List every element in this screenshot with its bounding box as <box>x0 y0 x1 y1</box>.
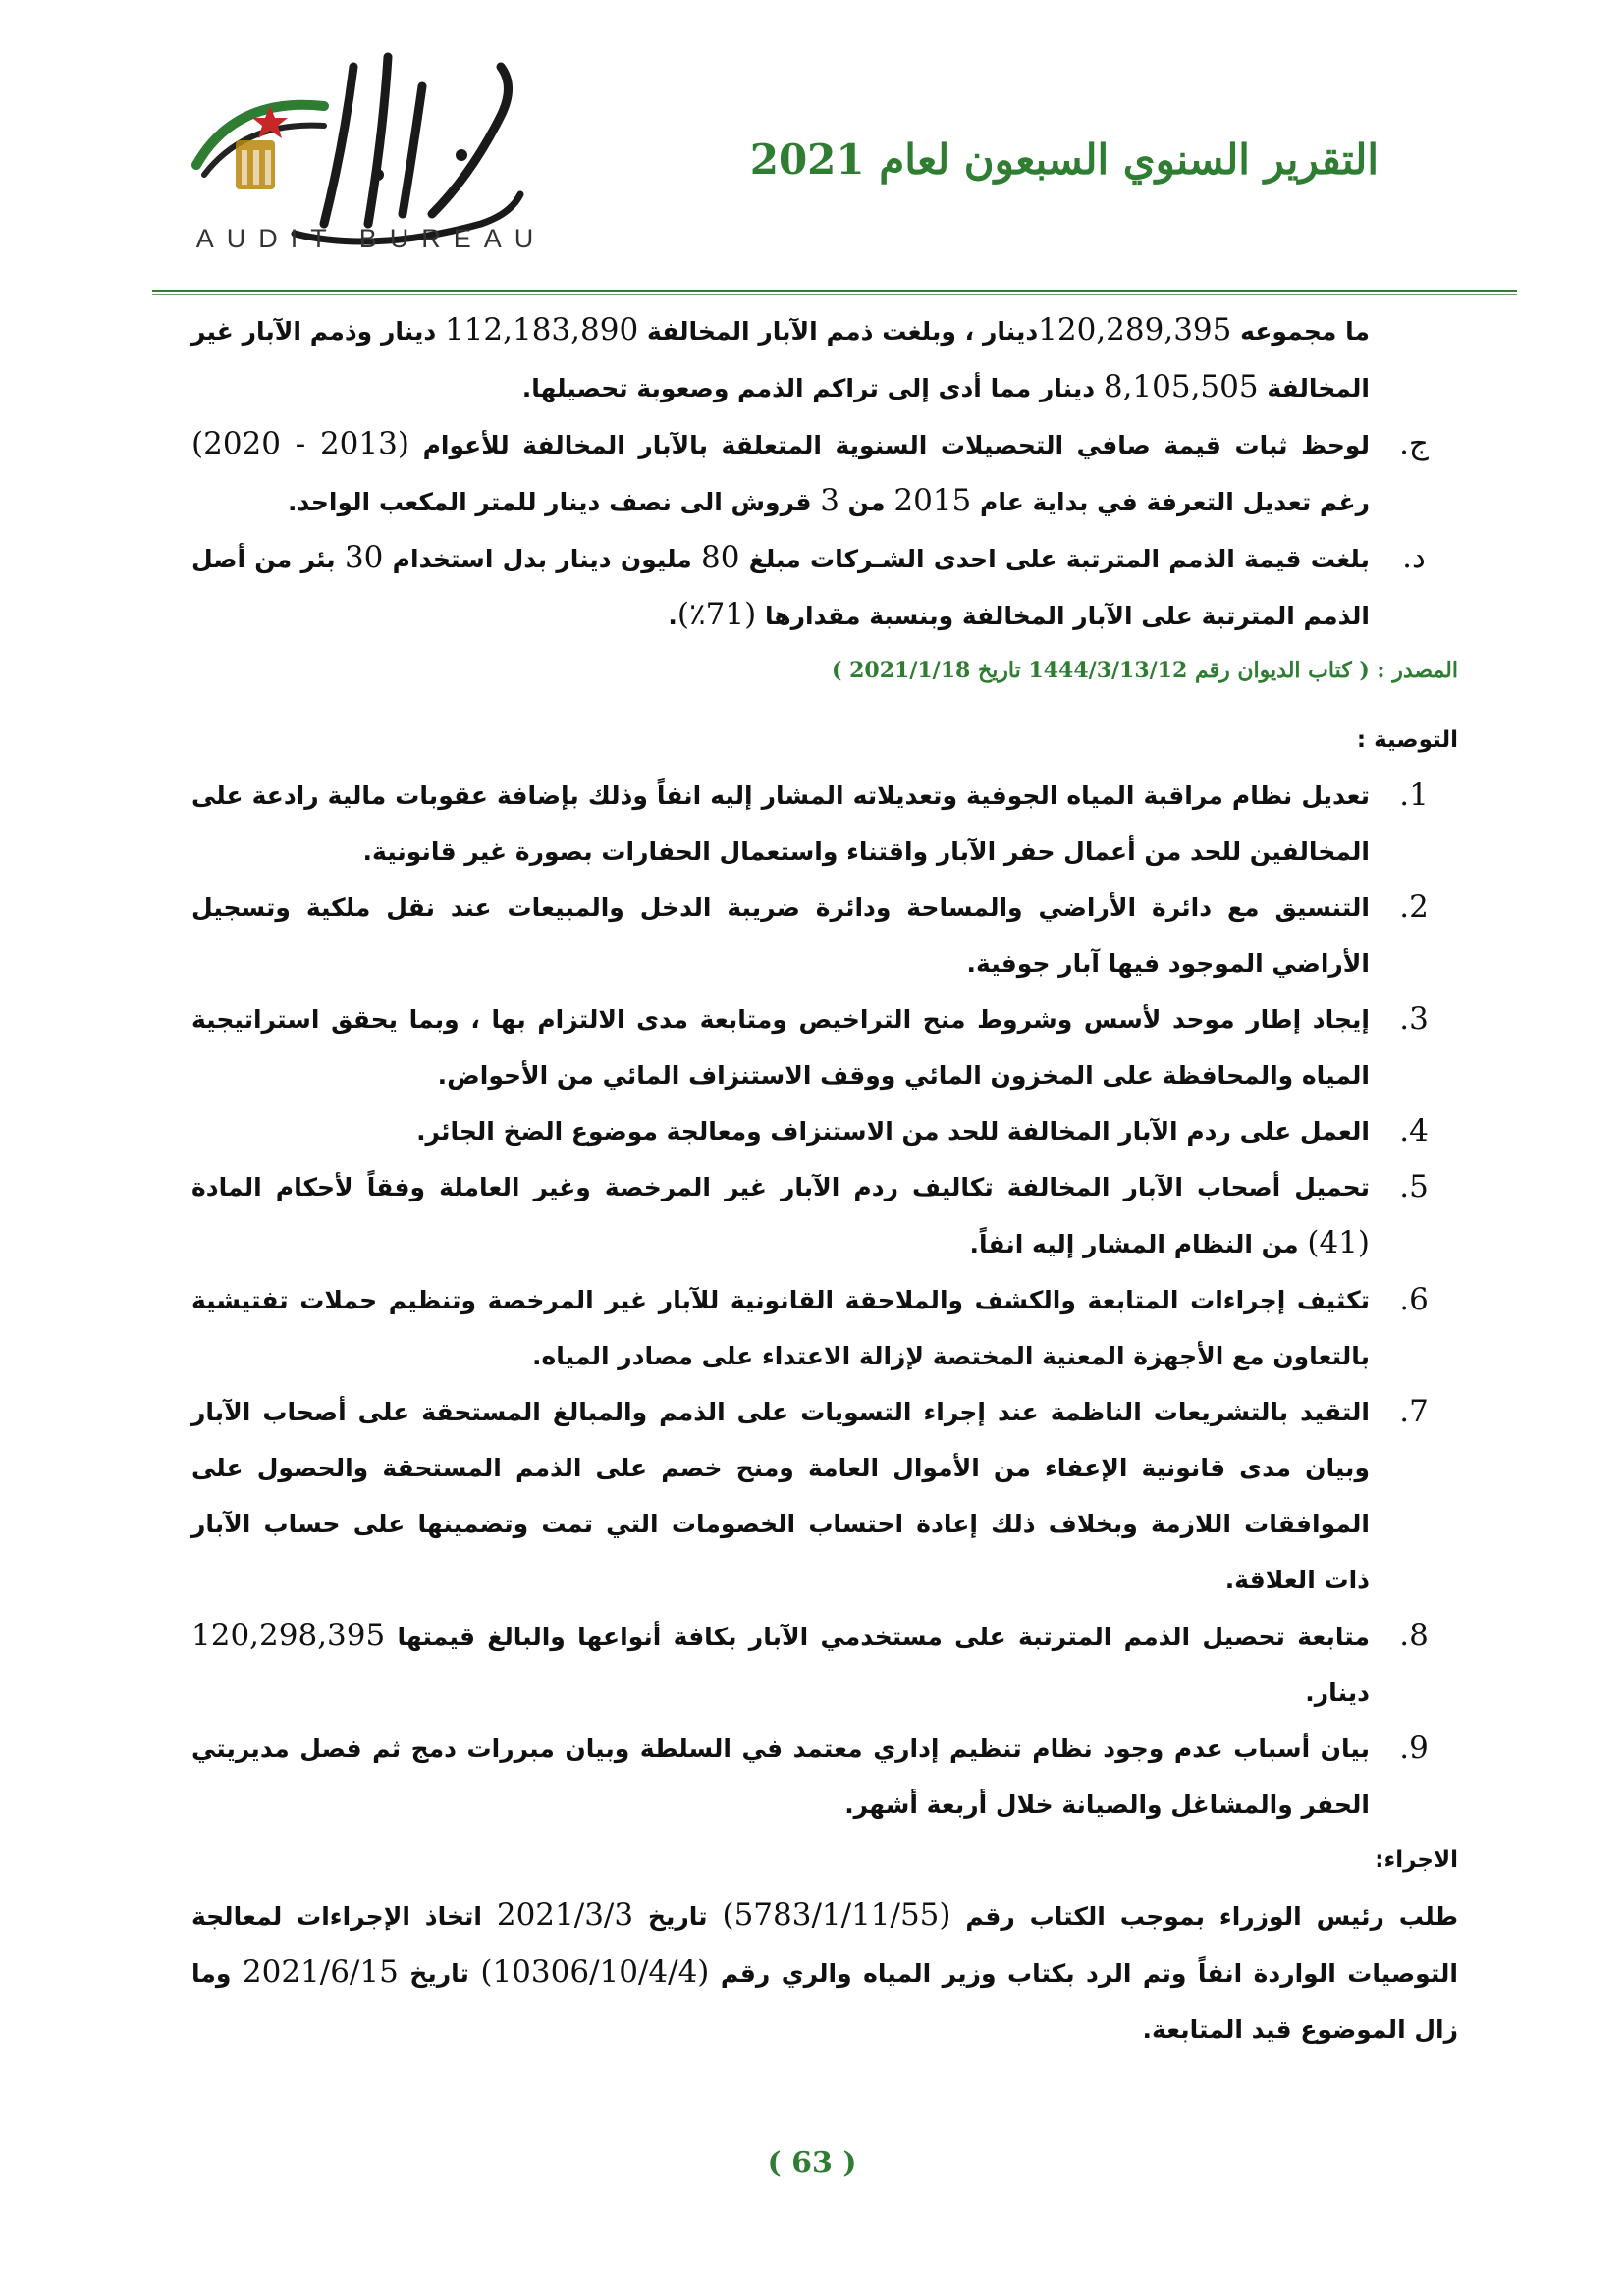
finding-marker: ج. <box>1399 426 1429 461</box>
recommendation-item: 2. التنسيق مع دائرة الأراضي والمساحة ودائرة ضريبة الدخل والمبيعات عند نقل ملكية وتسجيل الأراضي الموجود فيها آبار جوفية. <box>191 889 1429 978</box>
amount-violating: 112,183,890 <box>444 312 639 347</box>
finding-marker: د. <box>1402 540 1426 575</box>
recommendation-item: 5. تحميل أصحاب الآبار المخالفة تكاليف ردم الآبار غير المرخصة وغير العاملة وفقاً لأحكام المادة (41) من النظام المشار إليه انفاً. <box>191 1169 1429 1260</box>
finding-item-c <box>191 416 1458 530</box>
report-title: التقرير السنوي السبعون لعام 2021 <box>749 135 1379 184</box>
recommendation-item: 1. تعديل نظام مراقبة المياه الجوفية وتعديلاته المشار إليه انفاً وذلك بإضافة عقوبات مالية رادعة على المخالفين للحد من أعمال حفر الآبار واقتناء واستعمال الحفارات بصورة غير قانونية. <box>191 777 1429 866</box>
recommendation-item: 8. متابعة تحصيل الذمم المترتبة على مستخدمي الآبار بكافة أنواعها والبالغ قيمتها 120,298,395 دينار. <box>191 1618 1429 1707</box>
intro-paragraph: ما مجموعه 120,289,395دينار ، وبلغت ذمم الآبار المخالفة 112,183,890 دينار وذمم الآبار غير المخالفة 8,105,505 دينار مما أدى إلى تراكم الذمم وصعوبة تحصيلها. <box>191 312 1370 404</box>
header-divider-thin <box>152 294 1517 295</box>
recommendation-heading: التوصية : <box>1356 727 1458 753</box>
page-header <box>0 0 1624 294</box>
recommendation-item: 7. التقيد بالتشريعات الناظمة عند إجراء التسويات على الذمم والمبالغ المستحقة على أصحاب الآبار وبيان مدى قانونية الإعفاء من الأموال العامة ومنح خصم على الذمم المستحقة والحصول على الموافقات اللازمة وبخلاف ذلك إعادة احتساب الخصومات التي تمت وتضمينها على حساب الآبار ذات العلاقة. <box>191 1394 1429 1594</box>
recommendation-item: 6. تكثيف إجراءات المتابعة والكشف والملاحقة القانونية للآبار غير المرخصة وتنظيم حملات تفتيشية بالتعاون مع الأجهزة المعنية المختصة لإزالة الاعتداء على مصادر المياه. <box>191 1282 1429 1370</box>
recommendation-item: 9. بيان أسباب عدم وجود نظام تنظيم إداري معتمد في السلطة وبيان مبررات دمج ثم فصل مديريتي الحفر والمشاغل والصيانة خلال أربعة أشهر. <box>191 1731 1429 1819</box>
page-number: ( 63 ) <box>767 2146 857 2180</box>
amount-nonviolating: 8,105,505 <box>1103 369 1259 404</box>
logo-english-text: AUDIT BUREAU <box>195 224 547 253</box>
action-paragraph: طلب رئيس الوزراء بموجب الكتاب رقم (5783/1/11/55) تاريخ 2021/3/3 اتخاذ الإجراءات لمعالجة التوصيات الواردة انفاً وتم الرد بكتاب وزير المياه والري رقم (10306/10/4/4) تاريخ 2021/6/15 وما زال الموضوع قيد المتابعة. <box>191 1897 1458 2044</box>
action-heading: الاجراء: <box>1375 1847 1458 1873</box>
finding-text: لوحظ ثبات قيمة صافي التحصيلات السنوية المتعلقة بالآبار المخالفة للأعوام (2013 - 2020) رغم تعديل التعرفة في بداية عام 2015 من 3 قروش الى نصف دينار للمتر المكعب الواحد. <box>191 426 1370 518</box>
header-divider <box>152 290 1517 292</box>
finding-item-d <box>191 530 1458 644</box>
page-body <box>191 302 1458 2057</box>
recommendation-item: 3. إيجاد إطار موحد لأسس وشروط منح التراخيص ومتابعة مدى الالتزام بها ، وبما يحقق استراتيجية المياه والمحافظة على المخزون المائي ووقف الاستنزاف المائي من الأحواض. <box>191 1001 1429 1090</box>
finding-text: بلغت قيمة الذمم المترتبة على احدى الشـركات مبلغ 80 مليون دينار بدل استخدام 30 بئر من أصل الذمم المترتبة على الآبار المخالفة وبنسبة مقدارها (71٪). <box>191 540 1370 632</box>
source-citation: المصدر : ( كتاب الديوان رقم 1444/3/13/12 تاريخ 2021/1/18 ) <box>832 658 1458 683</box>
recommendation-item: 4. العمل على ردم الآبار المخالفة للحد من الاستنزاف ومعالجة موضوع الضخ الجائر. <box>416 1113 1429 1148</box>
amount-total: 120,289,395 <box>1038 312 1232 347</box>
